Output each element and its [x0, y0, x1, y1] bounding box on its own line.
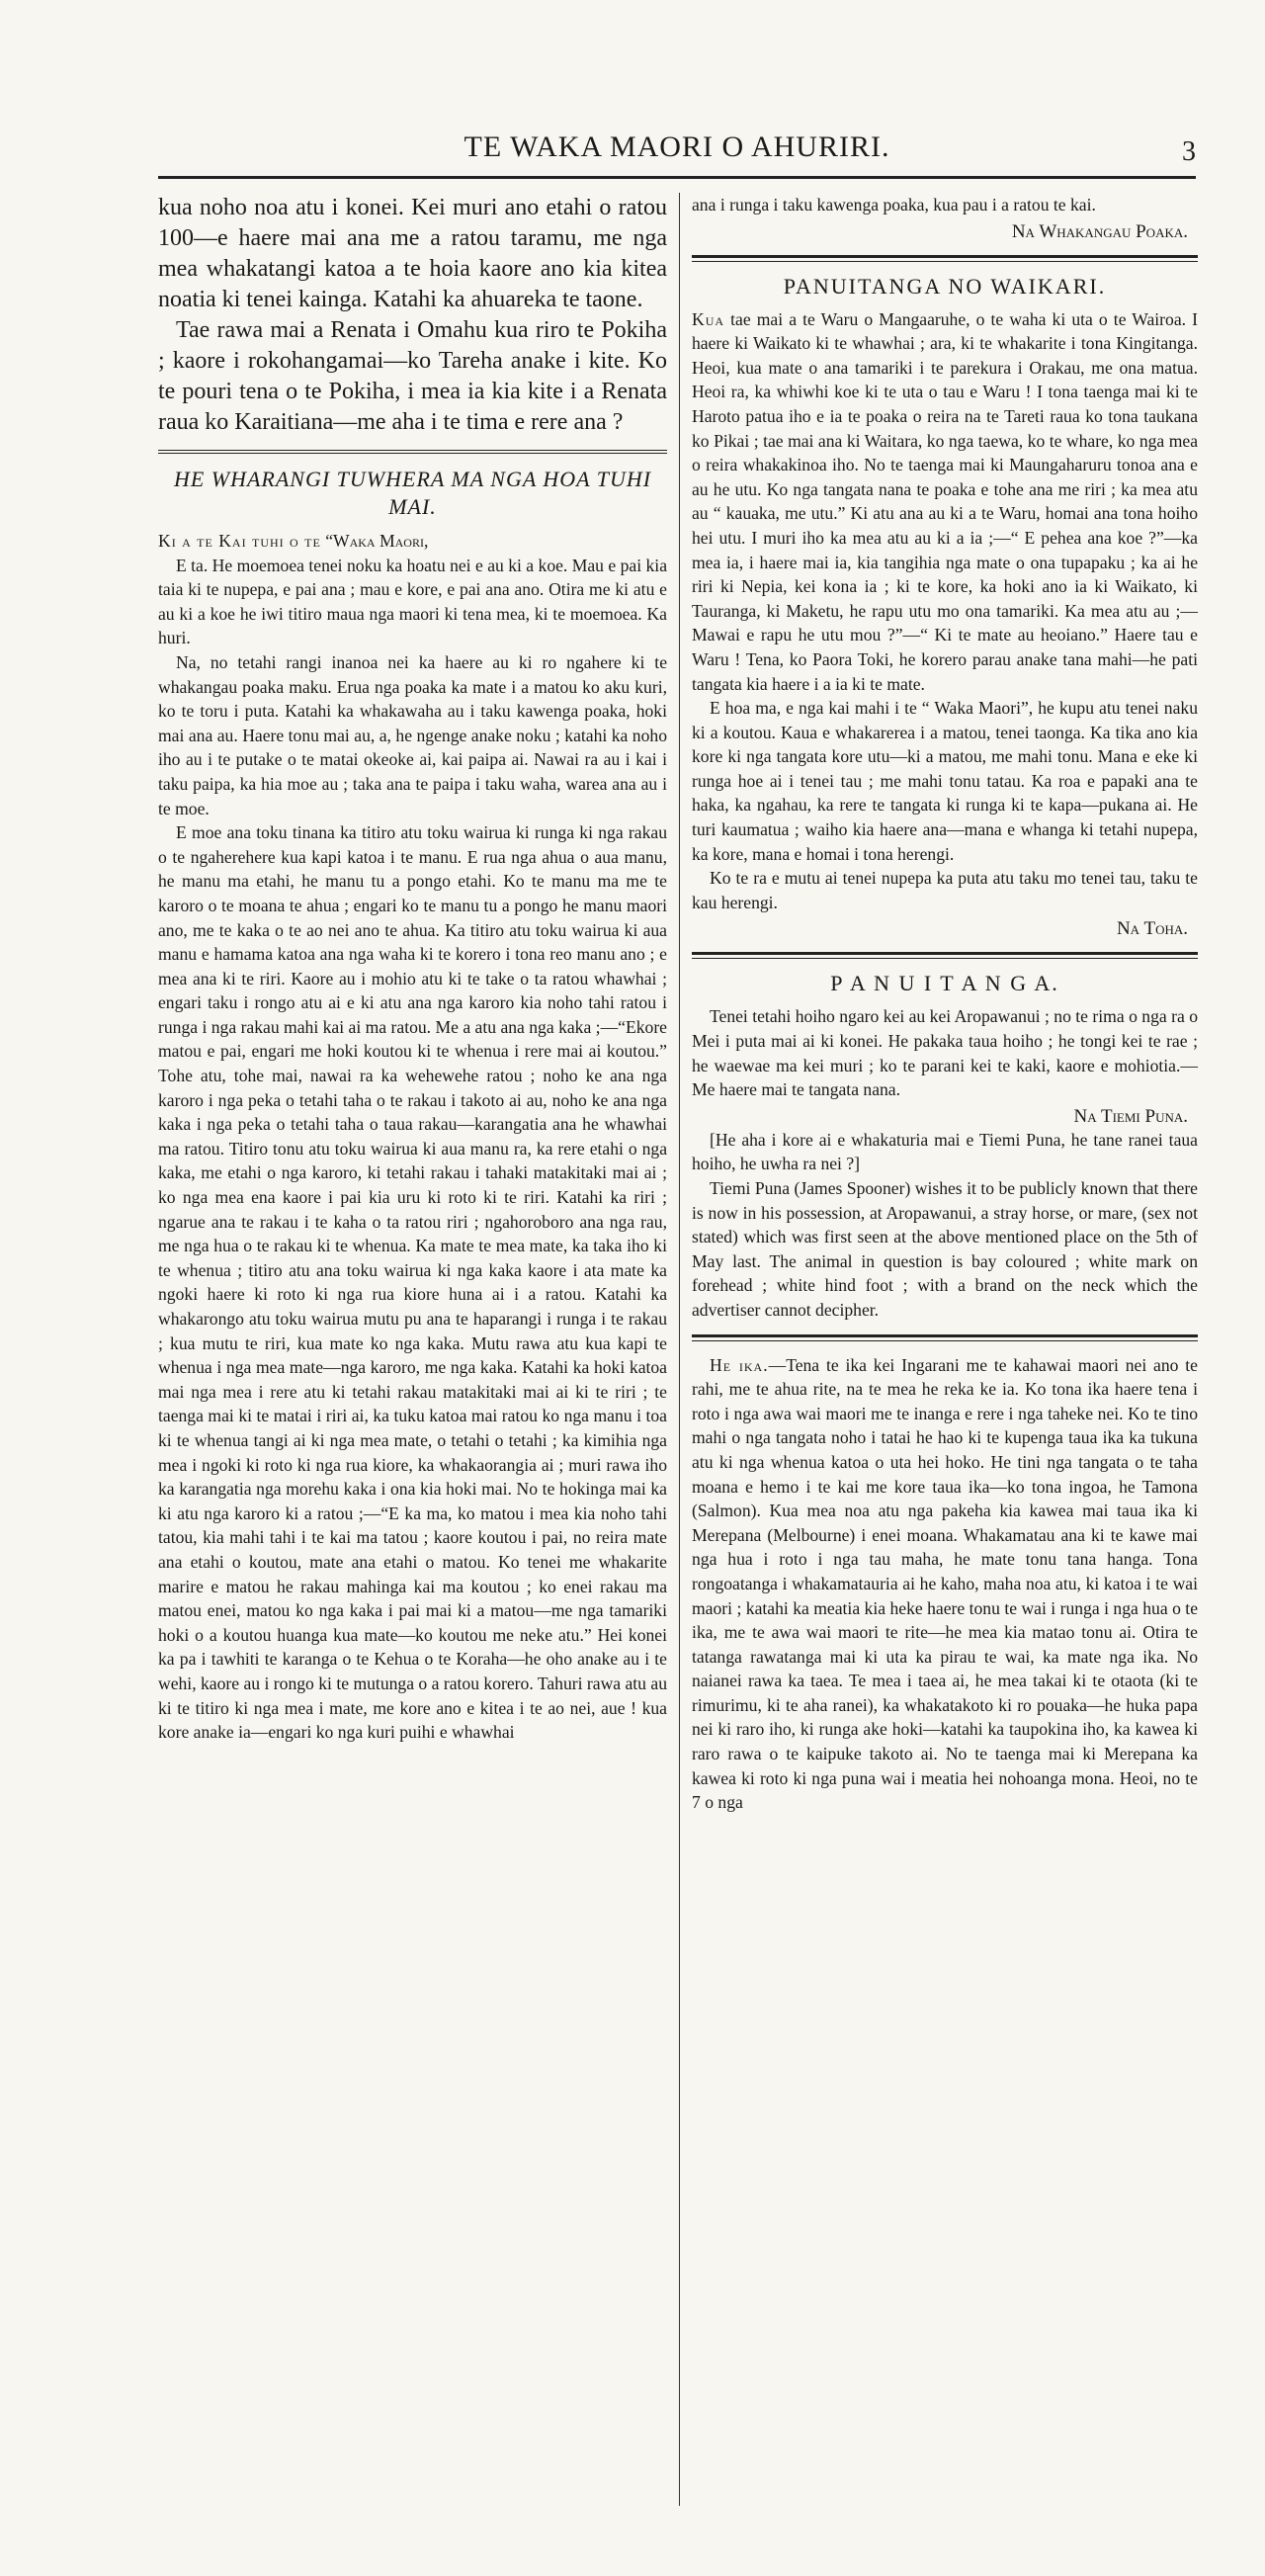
intro-paragraph-1: kua noho noa atu i konei. Kei muri ano etahi o ratou 100—e haere mai ana me a ratou taramu, me nga mea whakatangi katoa a te hoia kaore ano kia kitea noatia ki tenei kainga. Katahi ka ahuareka te taone. [158, 195, 667, 312]
waikari-paragraph-2: E hoa ma, e nga kai mahi i te “ Waka Maori”, he kupu atu tenei naku ki a koutou. Kaua e whakarerea i a matou, tenei taonga. Ka tika ano kia kore ki nga tangata kore utu—ki a matou, me mahi tonu. Mana e eke ki runga hoe ai i tenei tau ; me mahi tonu tatau. Ka roa e papaki ana te haka, ka ngahau, ka rere te tangata ki runga ki te kapa—pukana ai. He turi kaumatua ; waiho kia haere ana—mana e whanga ki tetahi nupepa, ka kore, mana e homai i tona herengi. [692, 698, 1198, 864]
notice-heading: P A N U I T A N G A. [830, 971, 1059, 996]
ika-lead: He ika. [710, 1354, 769, 1375]
letter-signature: Na Whakangau Poaka. [1011, 220, 1188, 242]
salutation-paper: “Waka Maori, [325, 531, 429, 551]
notice-maori: Tenei tetahi hoiho ngaro kei au kei Aropawanui ; no te rima o nga ra o Mei i puta mai ai ki konei. He pakaka taua hoiho ; he tongi kei te rae ; he waewae ma kei muri ; ko te parani kei te kaki, kaore e mohiotia.—Me haere mai te tangata nana. [692, 1006, 1198, 1100]
notice-bracket: [He aha i kore ai e whakaturia mai e Tiemi Puna, he tane ranei taua hoiho, he uwha ra nei ?] [692, 1129, 1198, 1174]
section-rule [692, 255, 1198, 262]
right-column [692, 193, 1198, 1815]
waikari-signature: Na Toha. [1116, 918, 1188, 940]
waikari-heading: PANUITANGA NO WAIKARI. [783, 273, 1107, 299]
letter-paragraph-2: Na, no tetahi rangi inanoa nei ka haere au ki ro ngahere ki te whakangau poaka maku. Erua nga poaka ka mate i a matou ko aku kuri, ko te toru i puta. Katahi ka whakawaha au i taku kawenga poaka, hoki mai ana au. Haere tonu mai au, a, he ngenge anake noku ; katahi ka noho iho au i te putake o te matai okeoke ai, kai paipa ai. Nawai ra au i kai i taku paipa, ka hia moe au ; taka ana te paipa i taku waha, warea ana au i te moe. [158, 651, 667, 818]
waikari-paragraph-1 [692, 307, 1198, 697]
waikari-paragraph-3: Ko te ra e mutu ai tenei nupepa ka puta atu taku mo tenei tau, taku te kau herengi. [692, 868, 1198, 912]
letter-paragraph-3: E moe ana toku tinana ka titiro atu toku wairua ki runga ki nga rakau o te ngaherehere kua kapi katoa i te manu. E rua nga ahua o aua manu, he manu ma etahi, he manu tu a pongo etahi. Ko te manu ma me te karoro o te moana te ahua ; engari ko te manu tu a pongo he manu maori ano, me te kaka o te ao nei ano te ahua. Ka titiro atu toku wairua ki aua manu e hamama katoa ana nga waha ki te korero i tona reo manu ano ; e mea ana ki te riri. Kaore au i mohio atu ki te take o ta ratou whawhai ; engari taku i rongo atu ai e ki atu ana nga karoro kia noho tahi ratou i runga i nga rakau mahi kai ai ma ratou. Me a atu ana nga kaka ;—“Ekore matou e pai, engari me hoki koutou ki te whenua i rere mai ai koutou.” Tohe atu, tohe mai, nawai ra ka wehewehe ratou ; noho ke ana nga karoro i nga peka o tetahi taha o te rakau i takoto ai au, noho ke ana nga kaka i nga peka o tetahi taha o taua rakau—karangatia ana he whawhai ma ratou. Titiro tonu atu toku wairua ki aua manu ra, ka rere etahi o nga kaka, me etahi o nga karoro, ki tetahi rakau i tahaki matakitaki mai ai ; ko nga mea ena kaore i pai kia uru ki roto ki te riri. Katahi ka riri ; ngarue ana te rakau i te kaha o ta ratou riri ; ngahoroboro ana nga rau, me nga hua o te rakau ki te whenua. Ka mate te mea mate, ka taka iho ki te whenua ; titiro atu ana toku wairua ki nga kaka kaore i ata mate ka ngoki haere ki roto ki nga rua kiore huna ai i a ratou. Katahi ka whakarongo atu toku wairua mutu pu ana te haparangi i runga i te rakau ; kua mutu te riri, kua mate ko nga kaka. Mutu rawa atu kua kapi te whenua i nga mea mate—nga karoro, me nga kaka. Katahi ka hoki katoa mai nga mea i rere atu ki tetahi rakau matakitaki mai ai ki te riri ; te taenga mai ki te matai i riri ai, ka tuku katoa mai ratou ko nga manu i toa ki te whenua tangi ai ki nga mea mate, o tetahi o tetahi ; ka kimihia nga mea i ngoki ki roto ki nga rua kiore, ka whakaorangia ai ; muri rawa iho ka karangatia nga morehu kaka i ona kia hoki mai. No te hokinga mai ka ki atu nga karoro ki a ratou ;—“E ka ma, ko matou i mea kia noho tahi tatou, kia mahi tahi i te kai ma tatou ; kaore koutou i pai, no reira mate ana etahi o koutou, mate ana etahi o matou. Ko tenei me whakarite marire e matou he rakau mahinga kai ma koutou ; ko enei rakau ma matou enei, matou ko nga kaka i pai mai ki a matou—me nga tamariki hoki o a koutou huanga kua mate—ko koutou me neke atu.” Hei konei ka pa i tawhiti te karanga o te Kehua o te Koraha—he oho anake au i te wehi, kaore au i rongo ki te mutunga o a ratou korero. Tahuri rawa atu au ki te titiro ki nga mea i mate, me kore ano e kitea i te ao nei, aue ! kua kore anake ia—engari ko nga kuri puihi e whawhai [158, 822, 667, 1743]
ika-text: —Tena te ika kei Ingarani me te kahawai maori nei ano te rahi, me te ahua rite, na te mea he reka ke ia. Ko tona ika haere tena i roto i nga awa wai maori me te inanga e rere i nga taheke nei. Ko te tino mahi o nga tangata noho i tatai he hao ki te kupenga taua ika ka tukuna atu ki nga whenua katoa o uta hei hoko. He tini nga tangata o te taha moana e hemo i te kai me kore taua ika—ko tona ingoa, he Tamona (Salmon). Kua mea noa atu nga pakeha kia kawea mai taua ika ki Merepana (Melbourne) i enei moana. Whakamatau ana ki te kawe mai nga hua i roto i nga tau maha, he mate tonu tana hanga. Tona rongoatanga i whakamatauria ai he kaho, maha noa atu, ki katoa i te wai maori ; katahi ka meatia kia heke haere tonu te wai i runga i nga hua o te ika, me te awa wai maori te rite—he mea kia matao tonu ai. Otira te tatanga rawatanga mai ki uta ka pirau te wai, ka mate nga ika. No naianei rawa ka taea. Te mea i taea ai, he mea takai ki te otaota (ki te rimurimu, ki te aha ranei), ka whakatakoto ki ro pouaka—he huka papa nei ki raro iho, ki runga ake hoki—katahi ka taupokina iho, ka kawea ki raro rawa o te kaipuke takoto ai. No te taenga mai ki Merepana ka kawea ki roto ki nga puna wai i meatia hei nohoanga mona. Heoi, no te 7 o nga [692, 1354, 1198, 1813]
letter-continuation: ana i runga i taku kawenga poaka, kua pau i a ratou te kai. [692, 195, 1096, 215]
page-number: 3 [1182, 136, 1196, 167]
letter-paragraph-1: E ta. He moemoea tenei noku ka hoatu nei e au ki a koe. Mau e pai kia taia ki te nupepa, e pai ana ; mau e kore, e pai ana ano. Otira me ki atu e au ki a koe he iwi titiro maua nga maori ki tena mea, ki te moemoea. Ka huri. [158, 555, 667, 648]
section-rule [692, 952, 1198, 959]
section-rule [158, 450, 667, 454]
left-column [158, 193, 667, 1745]
letter-salutation [158, 529, 667, 554]
ika-paragraph [692, 1353, 1198, 1815]
intro-paragraph-2: Tae rawa mai a Renata i Omahu kua riro te Pokiha ; kaore i rokohangamai—ko Tareha anake i kite. Ko te pouri tena o te Pokiha, i mea ia kia kite i a Renata raua ko Karaitiana—me aha i te tima e rere ana ? [158, 317, 667, 435]
column-divider [679, 193, 680, 2506]
letter-heading: HE WHARANGI TUWHERA MA NGA HOA TUHI MAI. [173, 467, 652, 519]
masthead [158, 127, 1196, 179]
waikari-lead: Kua [692, 308, 725, 329]
salutation-lead: Ki a te Kai tuhi o te [158, 531, 321, 551]
notice-english: Tiemi Puna (James Spooner) wishes it to be publicly known that there is now in his possession, at Aropawanui, a stray horse, or mare, (sex not stated) which was first seen at the above mentioned place on the 5th of May last. The animal in question is bay coloured ; white mark on forehead ; white hind foot ; with a brand on the neck which the advertiser cannot decipher. [692, 1178, 1198, 1320]
masthead-title: TE WAKA MAORI O AHURIRI. [464, 130, 890, 163]
notice-signature: Na Tiemi Puna. [1073, 1105, 1188, 1127]
section-rule [692, 1334, 1198, 1341]
waikari-text: tae mai a te Waru o Mangaaruhe, o te waha ki uta o te Wairoa. I haere ki Waikato ki te whawhai ; ara, ki te whakarite i tona Kingitanga. Heoi, kua mate o ana tamariki i te parekura i Orakau, me ona matua. Heoi ra, ka whiwhi koe ki te uta o tau e Waru ! I tona taenga mai ki te Haroto patua iho e ia te poaka o reira na te Tareti raua ko tona taukana ko Pikai ; tae mai ana ki Waitara, ko nga taewa, ko te whare, ko nga mea o reira whakakinoa iho. No te taenga mai ki Maungaharuru tonoa ana e au he utu. Ko nga tangata nana te poaka e tohe ana me riri ; ka mea atu au “ kauaka, me utu.” Ki atu ana au ki a te Waru, homai ana tona hoiho hei utu. I muri iho ka mea atu au ki a ia ;—“ E pehea ana koe ?”—ka mea ia, i haere mai ia, kia tangihia nga mate o ona tupapaku ; ka ai he riri ki Nepia, kei kona ia ; ki te kore, ka hoki ano ia ki Waikato, ki Tauranga, ki Maketu, he rapu utu mo ona tamariki. Ka mea atu au ;—Mawai e rapu he utu mou ?”—“ Ki te mate au heoiano.” Haere tau e Waru ! Tena, ko Paora Toki, he korero parau anake tana mahi—he pati tangata kia haere i a ia ki te mate. [692, 308, 1198, 694]
